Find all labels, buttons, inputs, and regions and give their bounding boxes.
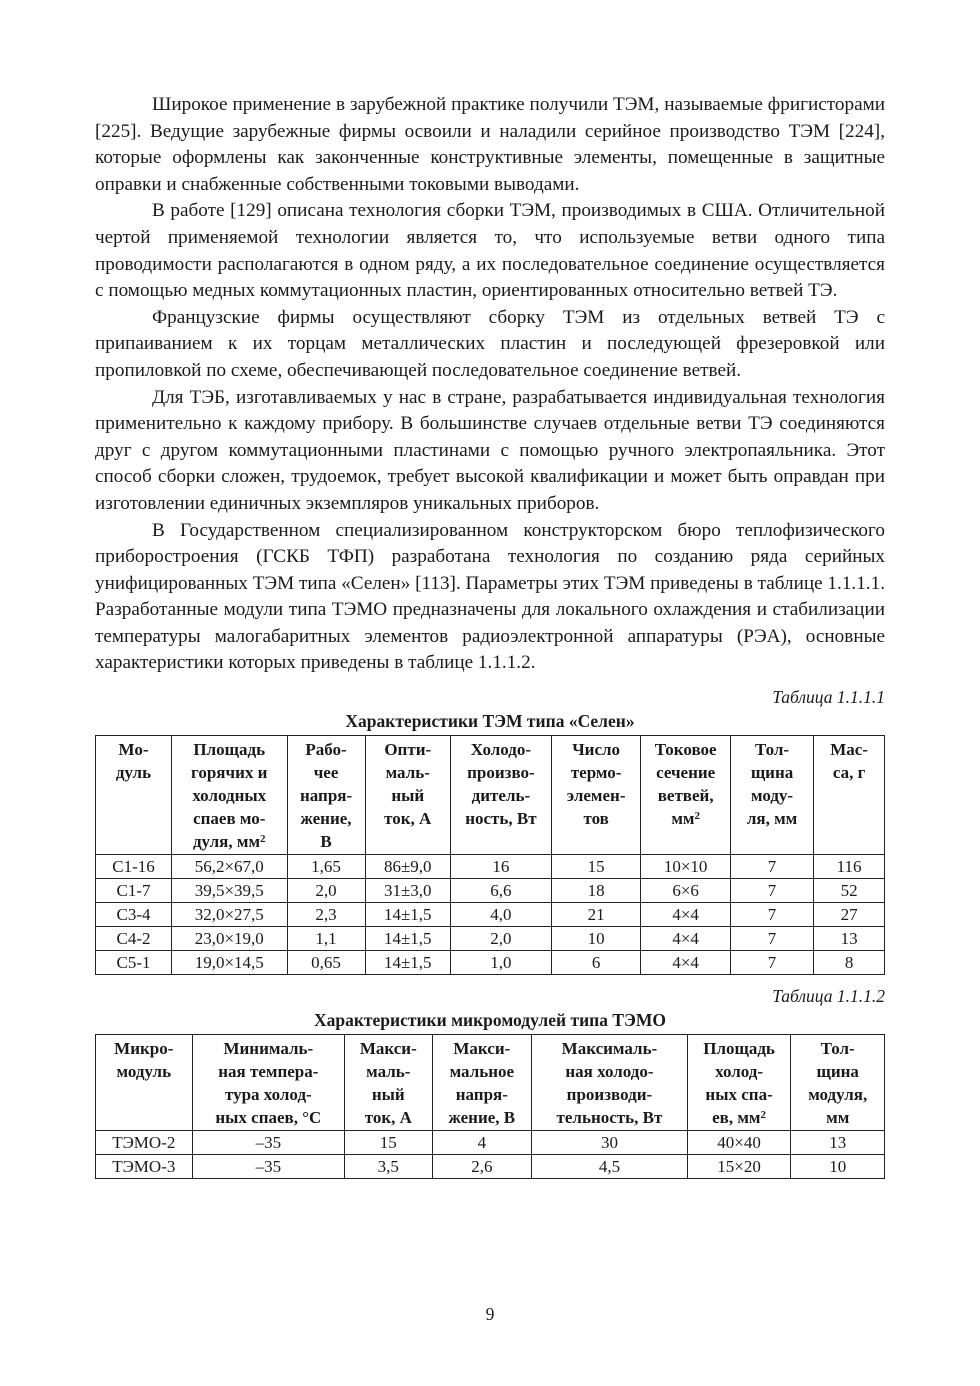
header-line: Площадь — [193, 740, 266, 760]
paragraph: В работе [129] описана технология сборки ТЭМ, производимых в США. Отличительной чертой применяемой технологии является то, что используемые ветви одного типа проводимости располагаются в одном ряду, а их последовательное соединение осуществляется с помощью медных коммутационных пластин, ориентированных относительно ветвей ТЭ. — [95, 200, 885, 302]
column-header — [171, 736, 287, 855]
header-line: модуль — [116, 1062, 172, 1082]
header-line: ных спаев, °С — [215, 1108, 322, 1128]
header-line: чее — [313, 763, 339, 783]
paragraph: Для ТЭБ, изготавливаемых у нас в стране, разрабатывается индивидуальная технология применительно к каждому прибору. В большинстве случаев отдельные ветви ТЭ соединяются друг с другом коммутационными пластинами с помощью ручного электропаяльника. Этот способ сборки сложен, трудоемок, требует высокой квалификации и может быть оправдан при изготовлении единичных экземпляров уникальных приборов. — [95, 386, 885, 514]
table-row — [96, 951, 885, 975]
table-cell: 4×4 — [641, 927, 731, 951]
header-line: Минималь- — [223, 1039, 314, 1059]
table-cell: 52 — [814, 879, 885, 903]
table-cell: 15×20 — [687, 1155, 791, 1179]
table-cell: С4-2 — [96, 927, 172, 951]
table-cell: –35 — [192, 1131, 345, 1155]
header-line: напря- — [299, 786, 353, 806]
table-cell: 6×6 — [641, 879, 731, 903]
header-line: дуль — [115, 763, 152, 783]
header-line: ный — [371, 1085, 405, 1105]
header-line: сечение — [656, 763, 716, 783]
table-cell: 0,65 — [287, 951, 365, 975]
header-line: холодных — [192, 786, 267, 806]
table-cell: 2,3 — [287, 903, 365, 927]
header-line: Мо- — [118, 740, 149, 760]
header-line: Макси- — [453, 1039, 511, 1059]
column-header — [287, 736, 365, 855]
table-cell: 14±1,5 — [365, 951, 450, 975]
header-line: Холодо- — [470, 740, 532, 760]
superscript: 2 — [694, 810, 700, 823]
header-line: В — [320, 832, 332, 852]
table-cell: 16 — [450, 855, 551, 879]
page-content — [95, 92, 885, 1179]
table-cell: 27 — [814, 903, 885, 927]
temo-table — [95, 1034, 885, 1179]
paragraph: В Государственном специализированном конструкторском бюро теплофизического приборостроения (ГСКБ ТФП) разработана технология по созданию ряда серийных унифицированных ТЭМ типа «Селен» [113]. Параметры этих ТЭМ приведены в таблице 1.1.1.1. Разработанные модули типа ТЭМО предназначены для локального охлаждения и стабилизации температуры малогабаритных элементов радиоэлектронной аппаратуры (РЭА), основные характеристики которых приведены в таблице 1.1.1.2. — [95, 519, 885, 674]
table-row — [96, 1131, 885, 1155]
column-header — [687, 1035, 791, 1131]
table-cell: 4,0 — [450, 903, 551, 927]
table-cell: С5-1 — [96, 951, 172, 975]
header-line: жение, В — [448, 1108, 516, 1128]
table-cell: 4,5 — [532, 1155, 688, 1179]
table-row — [96, 879, 885, 903]
header-line: модуля, — [808, 1085, 868, 1105]
table-cell: 7 — [730, 879, 813, 903]
header-line: мм — [671, 809, 695, 829]
table-cell: 32,0×27,5 — [171, 903, 287, 927]
table-cell: 7 — [730, 903, 813, 927]
column-header — [365, 736, 450, 855]
header-line: термо- — [570, 763, 622, 783]
header-line: производи- — [566, 1085, 653, 1105]
table-cell: 6,6 — [450, 879, 551, 903]
header-line: холод- — [715, 1062, 764, 1082]
table-cell: 2,0 — [450, 927, 551, 951]
header-line: маль- — [366, 1062, 411, 1082]
selen-table — [95, 735, 885, 975]
table-cell: 15 — [345, 1131, 432, 1155]
header-line: жение, — [300, 809, 352, 829]
table-row — [96, 1155, 885, 1179]
table-cell: 2,0 — [287, 879, 365, 903]
table-cell: 4 — [432, 1131, 532, 1155]
table-cell: ТЭМО-2 — [96, 1131, 193, 1155]
table-cell: 7 — [730, 927, 813, 951]
table-cell: 7 — [730, 855, 813, 879]
table-cell: 30 — [532, 1131, 688, 1155]
table-cell: 8 — [814, 951, 885, 975]
table-cell: 4×4 — [641, 951, 731, 975]
column-header — [791, 1035, 885, 1131]
header-line: щина — [816, 1062, 859, 1082]
column-header — [814, 736, 885, 855]
table-cell: 15 — [551, 855, 641, 879]
table-cell: 6 — [551, 951, 641, 975]
table-cell: 56,2×67,0 — [171, 855, 287, 879]
column-header — [96, 736, 172, 855]
table-cell: 116 — [814, 855, 885, 879]
table-cell: ТЭМО-3 — [96, 1155, 193, 1179]
table-row — [96, 855, 885, 879]
table-cell: 19,0×14,5 — [171, 951, 287, 975]
column-header — [432, 1035, 532, 1131]
table2-title: Характеристики микромодулей типа ТЭМО — [313, 1010, 667, 1031]
table-cell: 21 — [551, 903, 641, 927]
header-line: моду- — [750, 786, 794, 806]
header-line: ных спа- — [705, 1085, 773, 1105]
table-cell: 1,65 — [287, 855, 365, 879]
page-number: 9 — [485, 1304, 495, 1324]
table-cell: 13 — [791, 1131, 885, 1155]
header-line: ная темпера- — [218, 1062, 319, 1082]
table-cell: 14±1,5 — [365, 903, 450, 927]
table-cell: 86±9,0 — [365, 855, 450, 879]
header-line: мм — [826, 1108, 850, 1128]
table-cell: С3-4 — [96, 903, 172, 927]
table-cell: С1-16 — [96, 855, 172, 879]
table-cell: 3,5 — [345, 1155, 432, 1179]
table-cell: 31±3,0 — [365, 879, 450, 903]
header-line: Токовое — [654, 740, 717, 760]
table1-header-row — [96, 736, 885, 855]
column-header — [551, 736, 641, 855]
header-line: ток, А — [384, 809, 432, 829]
table-cell: 10×10 — [641, 855, 731, 879]
header-line: Тол- — [820, 1039, 855, 1059]
column-header — [641, 736, 731, 855]
header-line: произво- — [467, 763, 535, 783]
header-line: горячих и — [191, 763, 268, 783]
header-line: мальное — [449, 1062, 515, 1082]
column-header — [192, 1035, 345, 1131]
header-line: маль- — [385, 763, 430, 783]
table2-caption: Таблица 1.1.1.2 — [772, 986, 885, 1007]
header-line: ток, А — [364, 1108, 412, 1128]
header-line: щина — [750, 763, 794, 783]
superscript: 2 — [260, 833, 266, 846]
header-line: тов — [583, 809, 609, 829]
header-line: напря- — [455, 1085, 508, 1105]
table-cell: 23,0×19,0 — [171, 927, 287, 951]
header-line: Площадь — [703, 1039, 775, 1059]
column-header — [450, 736, 551, 855]
header-line: Опти- — [384, 740, 432, 760]
header-line: Максималь- — [561, 1039, 658, 1059]
body-text — [95, 92, 885, 677]
header-line: са, г — [832, 763, 866, 783]
header-line: ветвей, — [657, 786, 714, 806]
header-line: дуля, мм — [192, 832, 261, 852]
table-cell: 40×40 — [687, 1131, 791, 1155]
header-line: Число — [572, 740, 621, 760]
paragraph: Широкое применение в зарубежной практике получили ТЭМ, называемые фригисторами [225]. Ведущие зарубежные фирмы освоили и наладили серийное производство ТЭМ [224], которые оформлены как законченные конструктивные элементы, помещенные в защитные оправки и снабженные собственными токовыми выводами. — [95, 94, 885, 195]
table-cell: С1-7 — [96, 879, 172, 903]
table-cell: 10 — [791, 1155, 885, 1179]
header-line: ная холодо- — [565, 1062, 654, 1082]
header-line: дитель- — [471, 786, 531, 806]
table-row — [96, 927, 885, 951]
table1-caption: Таблица 1.1.1.1 — [772, 687, 885, 708]
table-cell: 14±1,5 — [365, 927, 450, 951]
table-cell: 39,5×39,5 — [171, 879, 287, 903]
header-line: Макси- — [359, 1039, 417, 1059]
table1-title: Характеристики ТЭМ типа «Селен» — [345, 711, 635, 732]
header-line: спаев мо- — [193, 809, 266, 829]
header-line: Мас- — [830, 740, 868, 760]
header-line: тельность, Вт — [556, 1108, 663, 1128]
header-line: Микро- — [114, 1039, 174, 1059]
table-cell: 7 — [730, 951, 813, 975]
table-cell: 1,0 — [450, 951, 551, 975]
header-line: элемен- — [566, 786, 626, 806]
header-line: Рабо- — [305, 740, 347, 760]
table-cell: 2,6 — [432, 1155, 532, 1179]
column-header — [345, 1035, 432, 1131]
header-line: тура холод- — [224, 1085, 312, 1105]
superscript: 2 — [760, 1109, 767, 1122]
table-cell: 18 — [551, 879, 641, 903]
header-line: ев, мм — [712, 1108, 761, 1128]
table-cell: –35 — [192, 1155, 345, 1179]
table-cell: 10 — [551, 927, 641, 951]
header-line: Тол- — [755, 740, 790, 760]
column-header — [96, 1035, 193, 1131]
header-line: ный — [391, 786, 425, 806]
table-row — [96, 903, 885, 927]
header-line: ля, мм — [746, 809, 798, 829]
table-cell: 1,1 — [287, 927, 365, 951]
header-line: ность, Вт — [465, 809, 537, 829]
table2-header-row — [96, 1035, 885, 1131]
column-header — [730, 736, 813, 855]
table-cell: 13 — [814, 927, 885, 951]
column-header — [532, 1035, 688, 1131]
paragraph: Французские фирмы осуществляют сборку ТЭМ из отдельных ветвей ТЭ с припаиванием к их торцам металлических пластин и последующей фрезеровкой или пропиловкой по схеме, обеспечивающей последовательное соединение ветвей. — [95, 306, 885, 381]
table-cell: 4×4 — [641, 903, 731, 927]
